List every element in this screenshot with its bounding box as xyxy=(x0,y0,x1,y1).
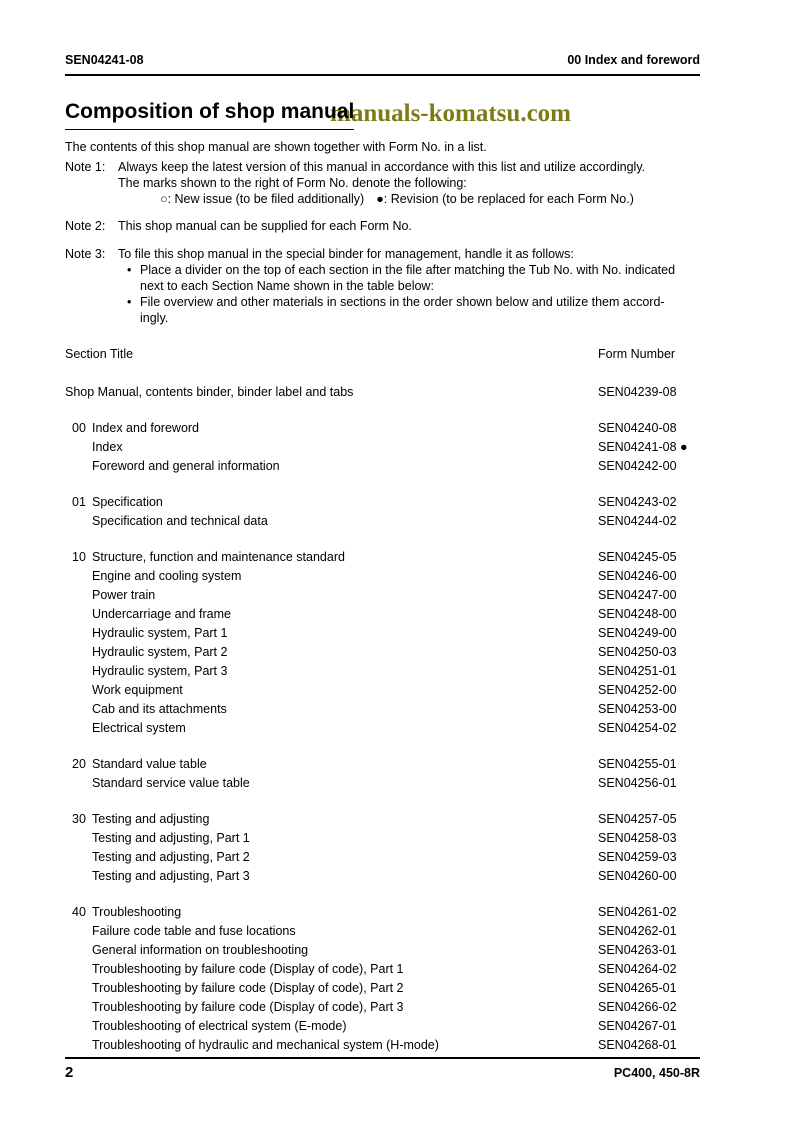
note-2-body: This shop manual can be supplied for each Form No. xyxy=(118,219,412,233)
form-number: SEN04267-01 xyxy=(598,1019,677,1033)
table-row xyxy=(65,719,700,738)
form-number: SEN04257-05 xyxy=(598,812,677,826)
new-issue-text: : New issue (to be filed additionally) xyxy=(167,192,365,206)
section-title: Hydraulic system, Part 1 xyxy=(92,626,228,640)
note-2 xyxy=(65,218,700,234)
bullet-icon: • xyxy=(127,295,132,309)
section-title: Undercarriage and frame xyxy=(92,607,231,621)
table-row xyxy=(65,1017,700,1036)
section-title: Foreword and general information xyxy=(92,459,280,473)
bullet-item xyxy=(118,294,700,326)
header-section-name: 00 Index and foreword xyxy=(567,53,700,67)
form-number: SEN04248-00 xyxy=(598,607,677,621)
form-number: SEN04244-02 xyxy=(598,514,677,528)
form-number: SEN04259-03 xyxy=(598,850,677,864)
table-row xyxy=(65,548,700,567)
page-content xyxy=(65,52,700,1055)
section-title: Testing and adjusting, Part 1 xyxy=(92,831,250,845)
column-section-title: Section Title xyxy=(65,347,134,361)
table-row xyxy=(65,605,700,624)
form-number: SEN04268-01 xyxy=(598,1038,677,1052)
form-number: SEN04252-00 xyxy=(598,683,677,697)
form-number: SEN04250-03 xyxy=(598,645,677,659)
section-title: Engine and cooling system xyxy=(92,569,242,583)
revision-dot-icon: ● xyxy=(376,192,384,206)
form-number: SEN04255-01 xyxy=(598,757,677,771)
footer-model-number: PC400, 450-8R xyxy=(613,1066,700,1080)
section-number: 10 xyxy=(72,550,86,564)
table-row xyxy=(65,419,700,438)
note-3-bullets xyxy=(118,262,700,326)
form-number: SEN04241-08 ● xyxy=(598,440,688,454)
table-row xyxy=(65,848,700,867)
bullet-icon: • xyxy=(127,263,132,277)
note-3-body xyxy=(118,246,700,326)
section-number: 20 xyxy=(72,757,86,771)
form-number: SEN04258-03 xyxy=(598,831,677,845)
header-doc-number: SEN04241-08 xyxy=(65,53,144,67)
form-number: SEN04254-02 xyxy=(598,721,677,735)
table-row xyxy=(65,903,700,922)
table-row xyxy=(65,457,700,476)
note-1-body xyxy=(118,159,700,207)
page-title: Composition of shop manual xyxy=(65,100,354,130)
note-1-line1: Always keep the latest version of this manual in accordance with this list and utilize accordingly. xyxy=(118,160,646,174)
section-title: Cab and its attachments xyxy=(92,702,227,716)
section-title: Work equipment xyxy=(92,683,183,697)
table-row xyxy=(65,867,700,886)
form-number: SEN04247-00 xyxy=(598,588,677,602)
section-title: Testing and adjusting xyxy=(92,812,210,826)
form-number: SEN04240-08 xyxy=(598,421,677,435)
bullet-text: Place a divider on the top of each section in the file after matching the Tub No. with No. indicated next to each Section Name shown in the table below: xyxy=(140,263,676,293)
table-row xyxy=(65,922,700,941)
note-3-line1: To file this shop manual in the special binder for management, handle it as follows: xyxy=(118,247,574,261)
section-title: Failure code table and fuse locations xyxy=(92,924,296,938)
page-header xyxy=(65,52,700,76)
form-number: SEN04266-02 xyxy=(598,1000,677,1014)
watermark: manuals-komatsu.com xyxy=(330,100,571,127)
form-number: SEN04264-02 xyxy=(598,962,677,976)
section-title: Troubleshooting by failure code (Display of code), Part 1 xyxy=(92,962,404,976)
table-row xyxy=(65,512,700,531)
section-number: 30 xyxy=(72,812,86,826)
form-number: SEN04256-01 xyxy=(598,776,677,790)
note-2-label: Note 2: xyxy=(65,219,106,233)
note-3 xyxy=(65,246,700,326)
section-title: Structure, function and maintenance standard xyxy=(92,550,345,564)
form-number: SEN04249-00 xyxy=(598,626,677,640)
page-footer xyxy=(65,1057,700,1081)
revision-text: : Revision (to be replaced for each Form No.) xyxy=(383,192,634,206)
form-number: SEN04260-00 xyxy=(598,869,677,883)
intro-paragraph: The contents of this shop manual are shown together with Form No. in a list. xyxy=(65,140,487,154)
table-header xyxy=(65,346,700,362)
form-number: SEN04243-02 xyxy=(598,495,677,509)
new-issue-circle-icon: ○ xyxy=(160,192,168,206)
table-row xyxy=(65,755,700,774)
note-1 xyxy=(65,159,700,207)
table-row xyxy=(65,681,700,700)
form-number: SEN04245-05 xyxy=(598,550,677,564)
section-title: Electrical system xyxy=(92,721,186,735)
note-1-label: Note 1: xyxy=(65,160,106,174)
form-number: SEN04251-01 xyxy=(598,664,677,678)
section-number: 40 xyxy=(72,905,86,919)
title-wrap xyxy=(65,100,700,130)
section-title: Troubleshooting xyxy=(92,905,182,919)
table-row xyxy=(65,829,700,848)
section-title: Testing and adjusting, Part 2 xyxy=(92,850,250,864)
section-title: Hydraulic system, Part 2 xyxy=(92,645,228,659)
section-title: Troubleshooting of electrical system (E-mode) xyxy=(92,1019,347,1033)
section-title: Standard service value table xyxy=(92,776,250,790)
note-3-label: Note 3: xyxy=(65,247,106,261)
note-1-marks-line xyxy=(118,191,700,207)
table-row xyxy=(65,810,700,829)
form-number: SEN04239-08 xyxy=(598,385,677,399)
table-row xyxy=(65,586,700,605)
table-row xyxy=(65,493,700,512)
section-title: Specification xyxy=(92,495,163,509)
note-1-line2: The marks shown to the right of Form No. denote the following: xyxy=(118,176,467,190)
form-number: SEN04262-01 xyxy=(598,924,677,938)
form-number: SEN04253-00 xyxy=(598,702,677,716)
form-number: SEN04265-01 xyxy=(598,981,677,995)
table-row xyxy=(65,960,700,979)
table-row xyxy=(65,941,700,960)
table-row xyxy=(65,624,700,643)
section-number: 01 xyxy=(72,495,86,509)
table-row xyxy=(65,567,700,586)
table-row xyxy=(65,998,700,1017)
table-row xyxy=(65,643,700,662)
bullet-text: File overview and other materials in sections in the order shown below and utilize them accord- ingly. xyxy=(140,295,665,325)
column-form-number: Form Number xyxy=(598,347,676,361)
section-number: 00 xyxy=(72,421,86,435)
section-title: Testing and adjusting, Part 3 xyxy=(92,869,250,883)
section-title: Specification and technical data xyxy=(92,514,268,528)
section-title: Troubleshooting by failure code (Display of code), Part 2 xyxy=(92,981,404,995)
form-number: SEN04242-00 xyxy=(598,459,677,473)
bullet-item xyxy=(118,262,700,294)
form-number: SEN04261-02 xyxy=(598,905,677,919)
manual-table xyxy=(65,346,700,1055)
section-title: Troubleshooting of hydraulic and mechanical system (H-mode) xyxy=(92,1038,439,1052)
section-title: Standard value table xyxy=(92,757,207,771)
section-title: Index and foreword xyxy=(92,421,200,435)
manual-table-rows xyxy=(65,383,700,1055)
section-title: Hydraulic system, Part 3 xyxy=(92,664,228,678)
table-row xyxy=(65,700,700,719)
section-title: Index xyxy=(92,440,123,454)
section-title: Power train xyxy=(92,588,156,602)
table-row xyxy=(65,774,700,793)
table-row xyxy=(65,1036,700,1055)
table-row xyxy=(65,438,700,457)
table-row xyxy=(65,662,700,681)
section-title: Troubleshooting by failure code (Display of code), Part 3 xyxy=(92,1000,404,1014)
form-number: SEN04263-01 xyxy=(598,943,677,957)
section-title: Shop Manual, contents binder, binder label and tabs xyxy=(65,385,354,399)
table-row xyxy=(65,979,700,998)
table-row xyxy=(65,383,700,402)
section-title: General information on troubleshooting xyxy=(92,943,309,957)
form-number: SEN04246-00 xyxy=(598,569,677,583)
footer-page-number: 2 xyxy=(65,1064,74,1081)
